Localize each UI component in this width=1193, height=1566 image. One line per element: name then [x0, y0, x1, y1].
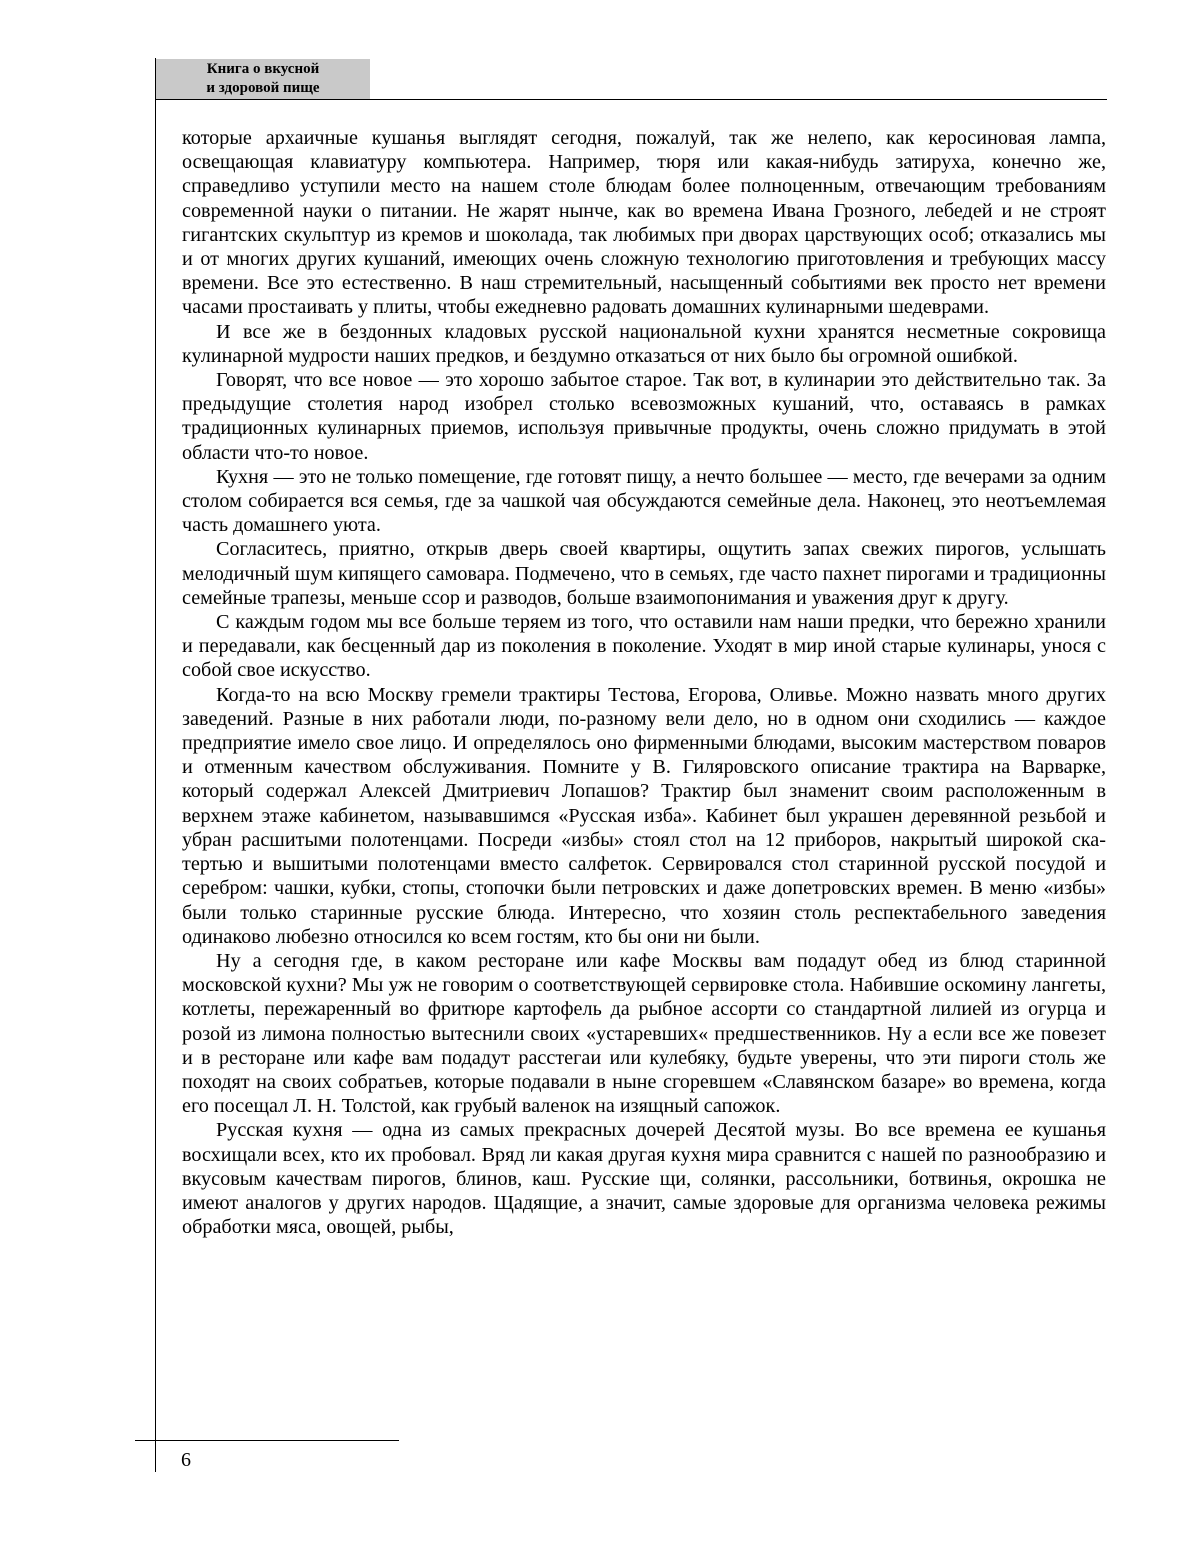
body-text: [182, 126, 1106, 1239]
running-header-tab: [156, 59, 370, 99]
paragraph: И все же в бездонных кладовых русской национальной кухни хранятся несметные сокровища кулинарной мудрости наших предков, и бездумно отказаться от них было бы огромной ошибкой.: [182, 320, 1106, 367]
footer-rule: [135, 1440, 399, 1441]
running-header-line-2: и здоровой пище: [206, 80, 320, 96]
left-margin-rule: [155, 58, 156, 1472]
paragraph: Когда-то на всю Москву гремели трактиры Тестова, Егорова, Оливье. Можно назвать много других заведений. Разные в них работали люди, по-разному вели дело, но в одном они сходились — каждое предприятие имело свое лицо. И определялось оно фирменными блюдами, высоким мастерством поваров и отменным качеством обслуживания. Помните у В. Гиляровского описание трактира на Варварке, который содержал Алексей Дмитриевич Лопашов? Трактир был знаменит своим расположенным в верхнем этаже кабинетом, называвшимся «Русская изба». Кабинет был украшен деревянной резьбой и убран расшитыми полотенцами. Посреди «избы» стоял стол на 12 приборов, накрытый широкой скатертью и вышитыми полотенцами вместо салфеток. Сервировался стол старинной русской посудой и серебром: чашки, кубки, стопы, стопочки были петровских и даже допетровских времен. В меню «избы» были только старинные русские блюда. Интересно, что хозяин столь респектабельного заведения одинаково любезно относился ко всем гостям, кто бы они ни были.: [182, 683, 1106, 948]
paragraph: Ну а сегодня где, в каком ресторане или кафе Москвы вам подадут обед из блюд старинной московской кухни? Мы уж не говорим о соответствующей сервировке стола. Набившие оскомину лангеты, котлеты, пережаренный во фритюре картофель да рыбное ассорти со стандартной лилией из огурца и розой из лимона полностью вытеснили своих «устаревших« предшественников. Ну а если все же повезет и в ресторане или кафе вам подадут расстегаи или кулебяку, будьте уверены, что эти пироги столь же походят на своих собратьев, которые подавали в ныне сгоревшем «Славянском базаре» во времена, когда его посещал Л. Н. Толстой, как грубый валенок на изящный сапожок.: [182, 949, 1106, 1118]
paragraph: Русская кухня — одна из самых прекрасных дочерей Десятой музы. Во все времена ее кушанья восхищали всех, кто их пробовал. Вряд ли какая другая кухня мира сравнится с нашей по разнообразию и вкусовым качествам пирогов, блинов, каш. Русские щи, солянки, рассольники, ботвинья, окрошка не имеют аналогов у других народов. Щадящие, а значит, самые здоровые для организма человека режимы обработки мяса, овощей, рыбы,: [182, 1119, 1106, 1239]
paragraph: Согласитесь, приятно, открыв дверь своей квартиры, ощутить запах свежих пирогов, услышать мелодичный шум кипящего самовара. Подмечено, что в семьях, где часто пахнет пирогами и традиционны семейные трапезы, меньше ссор и разводов, больше взаимопонимания и уважения друг к другу.: [182, 538, 1106, 609]
header-rule: [155, 99, 1107, 100]
paragraph: которые архаичные кушанья выглядят сегодня, пожалуй, так же нелепо, как керосиновая лампа, освещающая клавиатуру компьютера. Например, тюря или какая-нибудь затируха, конечно же, справедливо уступили место на нашем столе блюдам более полноценным, отвечающим требованиям современной науки о питании. Не жарят нынче, как во времена Ивана Грозного, лебедей и не строят гигантских скульптур из кремов и шоколада, так любимых при дворах царствующих особ; отказались мы и от многих других кушаний, имеющих очень сложную технологию приготовления и требующих массу времени. Все это естественно. В наш стремительный, насыщенный событиями век просто нет времени часами простаивать у плиты, чтобы ежедневно радовать домашних кулинарными шедеврами.: [182, 127, 1106, 319]
running-header-line-1: Книга о вкусной: [206, 61, 320, 77]
page-number: 6: [181, 1449, 191, 1471]
paragraph: С каждым годом мы все больше теряем из того, что оставили нам наши предки, что бережно хранили и передавали, как бесценный дар из поколения в поколение. Уходят в мир иной старые кулинары, унося с собой свое искусство.: [182, 611, 1106, 682]
paragraph: Говорят, что все новое — это хорошо забытое старое. Так вот, в кулинарии это действительно так. За предыдущие столетия народ изобрел столько всевозможных кушаний, что, оставаясь в рамках традиционных кулинарных приемов, используя привычные продукты, очень сложно придумать в этой области что-то новое.: [182, 369, 1106, 464]
paragraph: Кухня — это не только помещение, где готовят пищу, а нечто большее — место, где вечерами за одним столом собирается вся семья, где за чашкой чая обсуждаются семейные дела. Наконец, это неотъемлемая часть домашнего уюта.: [182, 465, 1106, 537]
